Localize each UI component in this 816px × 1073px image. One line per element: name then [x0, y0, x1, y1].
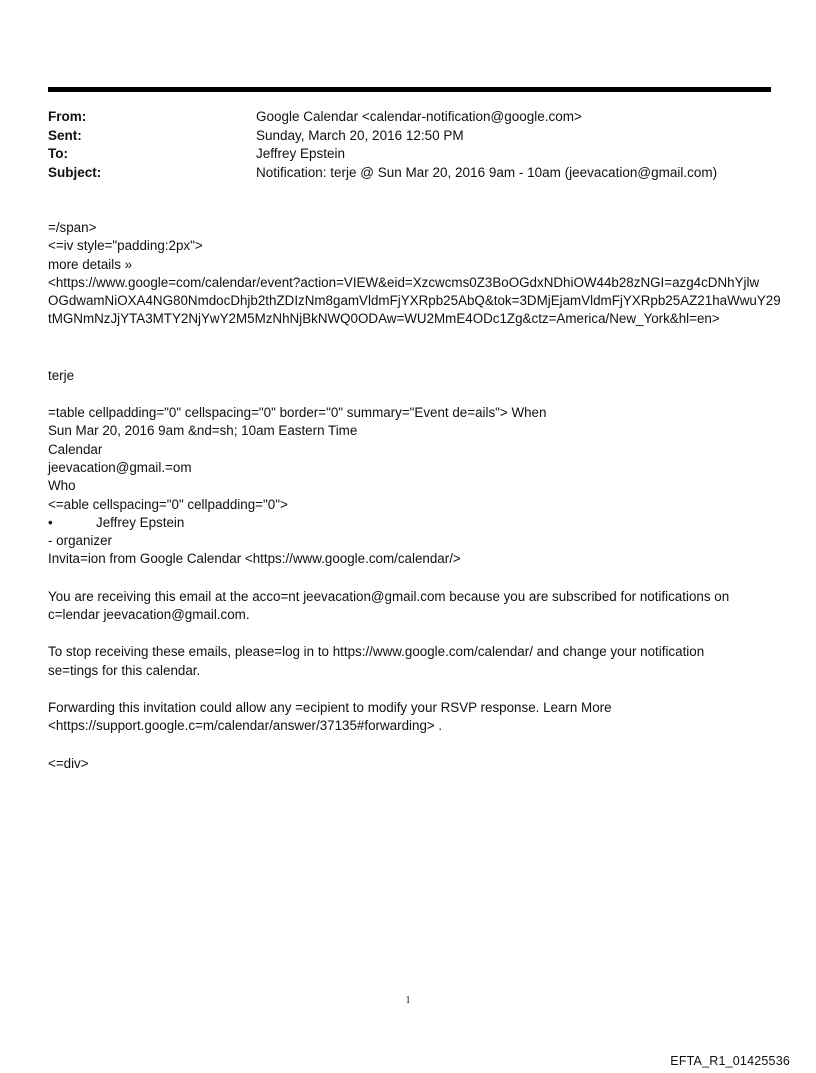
calendar-value: jeevacation@gmail.=om	[48, 459, 192, 475]
sent-value: Sunday, March 20, 2016 12:50 PM	[256, 127, 464, 143]
email-body	[48, 219, 788, 773]
attendee-role: - organizer	[48, 533, 113, 549]
document-id: EFTA_R1_01425536	[670, 1054, 790, 1068]
event-when: Sun Mar 20, 2016 9am &nd=sh; 10am Eastern Time	[48, 423, 358, 439]
invitation-line: Invita=ion from Google Calendar <https://www.google.com/calendar/>	[48, 551, 461, 567]
subject-value: Notification: terje @ Sun Mar 20, 2016 9am - 10am (jeevacation@gmail.com)	[256, 164, 718, 180]
sent-label: Sent:	[48, 127, 82, 143]
subject-label: Subject:	[48, 164, 102, 180]
to-label: To:	[48, 146, 68, 161]
email-header	[48, 108, 788, 182]
attendee-item	[48, 514, 788, 532]
to-row	[48, 145, 788, 164]
body-line: <=iv style="padding:2px">	[48, 238, 203, 254]
from-row	[48, 108, 788, 127]
body-line: <=able cellspacing="0" cellpadding="0">	[48, 496, 288, 512]
body-line: =/span>	[48, 220, 97, 235]
attendee-name: Jeffrey Epstein	[96, 514, 185, 530]
subject-row	[48, 164, 788, 183]
from-label: From:	[48, 109, 87, 124]
sent-row	[48, 127, 788, 146]
event-url-line: <https://www.google=com/calendar/event?action=VIEW&eid=Xzcwcms0Z3BoOGdxNDhiOW44b28zNGI=azg4cDNhYjlw	[48, 274, 760, 290]
more-details-text: more details »	[48, 256, 133, 272]
notice-paragraph: c=lendar jeevacation@gmail.com.	[48, 607, 250, 623]
header-rule	[48, 87, 771, 92]
stop-paragraph: To stop receiving these emails, please=log in to https://www.google.com/calendar/ and change your notification	[48, 644, 705, 660]
page-number: 1	[405, 995, 411, 1006]
forwarding-paragraph: <https://support.google.c=m/calendar/answer/37135#forwarding> .	[48, 718, 443, 734]
event-details-line: =table cellpadding="0" cellspacing="0" border="0" summary="Event de=ails"> When	[48, 405, 547, 421]
event-url-line: tMGNmNzJjYTA3MTY2NjYwY2M5MzNhNjBkNWQ0ODAw=WU2MmE4ODc1Zg&ctz=America/New_York&hl=en>	[48, 311, 720, 327]
event-url-line: OGdwamNiOXA4NG80NmdocDhjb2thZDIzNm8gamVldmFjYXRpb25AbQ&tok=3DMjEjamVldmFjYXRpb25AZ21haWwuY29	[48, 293, 781, 309]
stop-paragraph: se=tings for this calendar.	[48, 662, 201, 678]
event-title: terje	[48, 367, 75, 383]
from-value: Google Calendar <calendar-notification@google.com>	[256, 109, 582, 124]
notice-paragraph: You are receiving this email at the acco=nt jeevacation@gmail.com because you are subscribed for notifications on	[48, 588, 730, 604]
calendar-label: Calendar	[48, 441, 103, 457]
to-value: Jeffrey Epstein	[256, 146, 346, 161]
who-label: Who	[48, 478, 76, 494]
body-line: <=div>	[48, 755, 89, 771]
forwarding-paragraph: Forwarding this invitation could allow any =ecipient to modify your RSVP response. Learn More	[48, 699, 612, 715]
bullet-icon: •	[48, 514, 53, 530]
